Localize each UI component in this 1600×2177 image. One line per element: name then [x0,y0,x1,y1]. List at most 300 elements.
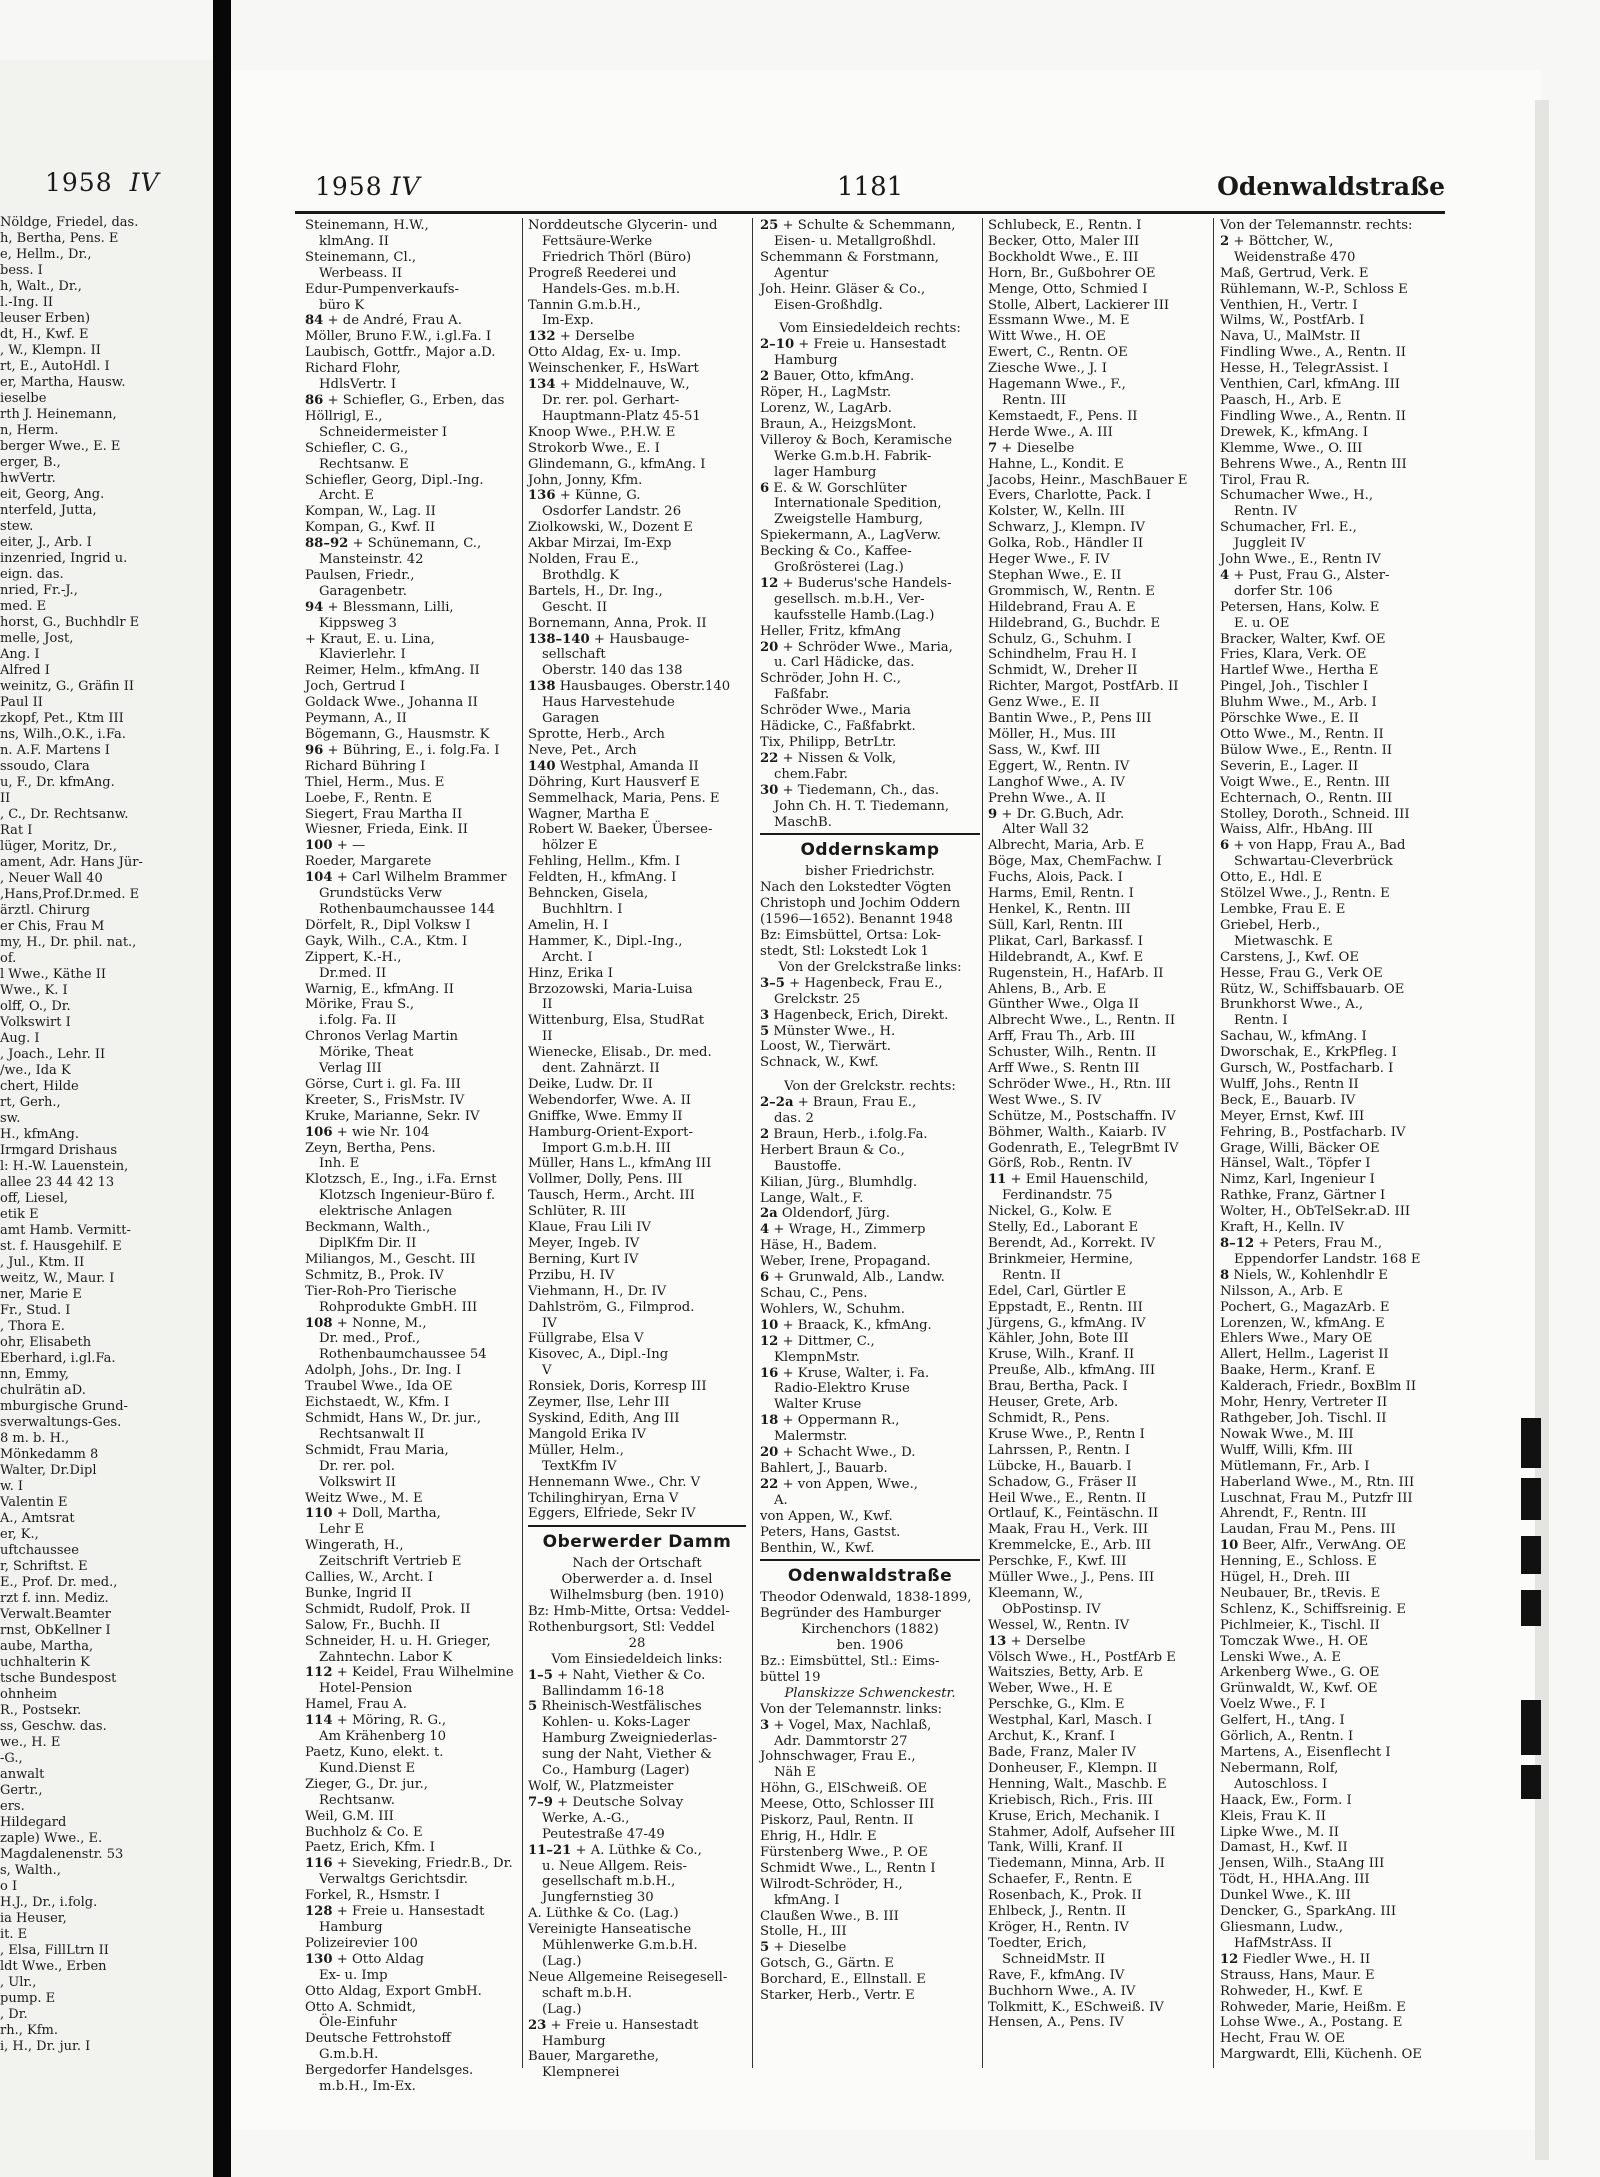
entry-text: Co., Hamburg (Lager) [542,1763,690,1779]
resident-entry [988,1586,1208,1602]
resident-entry [988,377,1208,393]
entry-text: Eppendorfer Landstr. 168 E [1234,1251,1421,1267]
resident-entry [528,870,746,886]
resident-entry [1220,616,1445,632]
resident-entry [305,441,520,457]
resident-entry [305,1729,520,1745]
resident-entry [305,218,520,234]
resident-entry [988,1411,1208,1427]
house-entry [528,632,746,648]
resident-entry [1220,1681,1445,1697]
resident-entry [1220,1172,1445,1188]
resident-entry [305,552,520,568]
entry-text: Otto A. Schmidt, [305,1999,417,2015]
entry-text: Schmidt, W., Dreher II [988,663,1138,679]
resident-entry [988,902,1208,918]
house-number: 2 [760,369,770,385]
resident-entry [305,504,520,520]
resident-entry [988,934,1208,950]
house-entry [528,377,746,393]
resident-entry [988,1236,1208,1252]
house-number: 25 [760,218,779,233]
entry-text: Perschke, F., Kwf. III [988,1554,1127,1570]
entry-text: + Oppermann R., [778,1413,900,1429]
resident-entry [760,298,980,314]
thumb-tab [1521,1536,1541,1574]
resident-entry [988,1888,1208,1904]
entry-text: Friedrich Thörl (Büro) [542,249,692,265]
entry-text: HafMstrAss. II [1234,1935,1332,1951]
resident-entry [988,1840,1208,1856]
resident-entry [988,1268,1208,1284]
entry-text: Kleemann, W., [988,1585,1084,1601]
resident-entry [988,1029,1208,1045]
entry-text: Albrecht, Maria, Arb. E [988,838,1145,854]
left-page-line: nn, Emmy, [0,1367,69,1382]
left-page-dept: IV [129,168,160,197]
left-page-line: erger, B., [0,455,61,470]
resident-entry [305,1077,520,1093]
entry-text: Hädicke, C., Faßfabrkt. [760,719,916,735]
house-number: 22 [760,1476,779,1492]
left-page-line: chert, Hilde [0,1079,79,1094]
left-page-line: l.-Ing. II [0,295,54,310]
entry-text: Rathke, Franz, Gärtner I [1220,1188,1386,1204]
resident-entry [988,822,1208,838]
entry-text: Schiefler, C. G., [305,440,409,456]
resident-entry [1220,663,1445,679]
entry-text: Kähler, John, Bote III [988,1331,1129,1347]
entry-text: Rheinisch-Westfälisches [537,1699,702,1715]
street-heading: Oberwerder Damm [528,1525,746,1553]
resident-entry [1220,1363,1445,1379]
entry-text: Nilsson, A., Arb. E [1220,1283,1343,1299]
entry-text: Mörike, Frau S., [305,997,415,1013]
entry-text: Loost, W., Tierwärt. [760,1039,891,1055]
resident-entry [305,2079,520,2095]
resident-entry [1220,1936,1445,1952]
left-page-line: med. E [0,599,47,614]
resident-entry [760,719,980,735]
house-number: 18 [760,1413,779,1429]
resident-entry [528,647,746,663]
resident-entry [305,1475,520,1491]
left-page-line: uftchaussee [0,1543,79,1558]
entry-text: Starker, Herb., Vertr. E [760,1988,915,2004]
entry-text: Deutsche Fettrohstoff [305,2031,451,2047]
entry-text: Strokorb Wwe., E. I [528,440,660,456]
resident-entry [988,329,1208,345]
house-number: 84 [305,313,324,329]
resident-entry [1220,1252,1445,1268]
house-entry [760,1413,980,1429]
entry-text: Tiedemann, Minna, Arb. II [988,1856,1165,1872]
resident-entry [760,880,980,896]
house-number: 104 [305,870,333,886]
resident-entry [305,934,520,950]
entry-text: Sprotte, Herb., Arch [528,727,665,742]
entry-text: Hammer, K., Dipl.-Ing., [528,933,683,949]
entry-text: Callies, W., Archt. I [305,1570,433,1586]
entry-text: Ehlers Wwe., Mary OE [1220,1331,1373,1347]
resident-entry [760,1429,980,1445]
entry-text: Peymann, A., II [305,711,407,727]
left-page-line: tsche Bundespost [0,1671,117,1686]
left-page-line: it. E [0,1927,28,1942]
entry-text: Peters, Hans, Gastst. [760,1524,901,1540]
left-page-line: nried, Fr.-J., [0,583,78,598]
resident-entry [305,1825,520,1841]
entry-text: Behrens Wwe., A., Rentn III [1220,456,1407,472]
resident-entry [305,854,520,870]
left-page-line: Walter, Dr.Dipl [0,1463,97,1478]
left-page-line: n. A.F. Martens I [0,743,110,758]
entry-text: Faßfabr. [774,687,830,703]
entry-text: Herde Wwe., A. III [988,424,1113,440]
entry-text: Kremmelcke, E., Arb. III [988,1538,1152,1554]
resident-entry [1220,1872,1445,1888]
resident-entry [305,1141,520,1157]
resident-entry [988,966,1208,982]
entry-text: Möller, Bruno F.W., i.gl.Fa. I [305,329,492,345]
resident-entry [528,552,746,568]
entry-text: Hecht, Frau W. OE [1220,2031,1345,2047]
entry-text: Hänsel, Walt., Töpfer I [1220,1156,1371,1172]
thumb-tab [1521,1418,1541,1468]
entry-text: Buchholz & Co. E [305,1824,423,1840]
entry-text: Schmidt, Hans W., Dr. jur., [305,1410,482,1426]
house-number: 4 [760,1222,770,1238]
entry-text: Kohlen- u. Koks-Lager [542,1715,690,1731]
resident-entry [528,1331,746,1347]
house-number: 2 [1220,233,1230,249]
resident-entry [528,616,746,632]
entry-text: Ziesche Wwe., J. I [988,361,1107,377]
entry-text: Buchhorn Wwe., A. IV [988,1983,1136,1999]
resident-entry [528,1684,746,1700]
resident-entry [305,1681,520,1697]
resident-entry [305,1602,520,1618]
entry-text: Donheuser, F., Klempn. II [988,1760,1158,1776]
left-page-line: er Chis, Frau M [0,919,105,934]
resident-entry [528,520,746,536]
entry-text: Chronos Verlag Martin [305,1029,459,1045]
house-entry [305,838,520,854]
entry-text: Brau, Bertha, Pack. I [988,1379,1128,1395]
left-page-line: dt, H., Kwf. E [0,327,89,342]
resident-entry [528,1491,746,1507]
entry-text: Am Krähenberg 10 [319,1729,446,1745]
entry-text: Stölzel Wwe., J., Rentn. E [1220,886,1390,902]
resident-entry [1220,1968,1445,1984]
house-number: 5 [760,1940,770,1956]
resident-entry [988,1252,1208,1268]
resident-entry [1220,1506,1445,1522]
resident-entry [1220,1347,1445,1363]
house-entry [1220,1268,1445,1284]
house-entry [305,1952,520,1968]
resident-entry [528,2002,746,2018]
resident-entry [760,1734,980,1750]
entry-text: lager Hamburg [774,464,877,480]
resident-entry [988,1347,1208,1363]
resident-entry [305,807,520,823]
entry-text: Juggleit IV [1234,536,1306,552]
resident-entry [528,1922,746,1938]
resident-entry [760,417,980,433]
entry-text: Mohr, Henry, Vertreter II [1220,1395,1388,1411]
entry-text: Rentn. I [1234,1013,1288,1029]
left-page-line: , Jul., Ktm. II [0,1255,85,1270]
entry-text: Schröder Wwe., Maria [760,703,911,719]
house-entry [760,1206,980,1222]
house-number: 134 [528,377,556,393]
entry-text: Schütze, M., Postschaffn. IV [988,1108,1176,1124]
entry-text: + Keidel, Frau Wilhelmine [332,1665,514,1681]
entry-text: dent. Zahnärzt. II [542,1061,660,1077]
resident-entry [1220,1825,1445,1841]
entry-text: Ahlens, B., Arb. E [988,981,1107,997]
house-entry [988,1172,1208,1188]
entry-text: Schwarz, J., Klempn. IV [988,520,1145,536]
house-number: 140 [528,758,556,774]
entry-text: + Carl Wilhelm Brammer [332,870,507,886]
resident-entry [760,912,980,928]
resident-entry [1220,441,1445,457]
left-page-line: zaple) Wwe., E. [0,1831,103,1846]
entry-text: Bahlert, J., Bauarb. [760,1460,888,1476]
entry-text: Haus Harvestehude [542,695,675,711]
left-page-line: s, Walth., [0,1863,61,1878]
entry-text: Bergedorfer Handelsges. [305,2063,474,2079]
entry-text: Pichlmeier, K., Tischl. II [1220,1617,1380,1633]
resident-entry [305,1984,520,2000]
entry-text: Bz: Hmb-Mitte, Ortsa: Veddel- [528,1604,730,1620]
resident-entry [988,1729,1208,1745]
resident-entry [528,950,746,966]
entry-text: Rave, F., kfmAng. IV [988,1967,1125,1983]
entry-text: Wiesner, Frieda, Eink. II [305,822,468,838]
entry-text: Garagenbetr. [319,583,407,599]
resident-entry [760,1590,980,1606]
entry-text: + — [332,838,366,854]
resident-entry [528,1620,746,1636]
resident-entry [528,1427,746,1443]
resident-entry [760,1909,980,1925]
entry-text: Import G.m.b.H. III [542,1140,671,1156]
resident-entry [1220,775,1445,791]
entry-text: + de André, Frau A. [323,313,462,329]
entry-text: Gliesmann, Ludw., [1220,1919,1344,1935]
house-number: 12 [1220,1951,1239,1967]
left-page-line: rnst, ObKellner I [0,1623,111,1638]
resident-entry [988,600,1208,616]
resident-entry [305,1920,520,1936]
entry-text: Kilian, Jürg., Blumhdlg. [760,1174,918,1190]
entry-text: Schlüter, R. III [528,1204,626,1220]
entry-text: Eisen-Großhdlg. [774,297,883,313]
resident-entry [1220,488,1445,504]
entry-text: Joh. Heinr. Gläser & Co., [760,281,926,297]
entry-text: Rohweder, Marie, Heißm. E [1220,1999,1406,2015]
left-page-line: II [0,791,11,806]
entry-text: Osdorfer Landstr. 26 [542,504,682,520]
resident-entry [305,647,520,663]
entry-text: Herbert Braun & Co., [760,1142,905,1158]
entry-text: Bunke, Ingrid II [305,1585,412,1601]
entry-text: E. u. OE [1234,615,1290,631]
resident-entry [528,568,746,584]
entry-text: Braun, Herb., i.folg.Fa. [769,1126,928,1142]
entry-text: + Schulte & Schemmann, [778,218,956,233]
entry-text: Tausch, Herm., Archt. III [528,1188,695,1204]
street-note: Vom Einsiedeldeich links: [551,1651,723,1667]
house-entry [305,1856,520,1872]
resident-entry [305,1156,520,1172]
left-page-line: er, K., [0,1527,39,1542]
resident-entry [988,1220,1208,1236]
resident-entry [988,1491,1208,1507]
entry-text: Döhring, Kurt Hausverf E [528,774,700,790]
entry-text: + Hausbauge- [589,631,690,647]
entry-text: büttel 19 [760,1669,821,1685]
entry-text: + wie Nr. 104 [332,1124,430,1140]
left-page-header [45,168,160,197]
entry-text: Hamel, Frau A. [305,1697,407,1713]
resident-entry [305,1220,520,1236]
entry-text: Heuser, Grete, Arb. [988,1395,1119,1411]
spacer [760,1071,980,1079]
entry-text: Möller, H., Mus. III [988,727,1116,742]
entry-text: Johnschwager, Frau E., [760,1749,916,1765]
resident-entry [988,1650,1208,1666]
entry-text: Schneidermeister I [319,424,448,440]
resident-entry [988,282,1208,298]
resident-entry [305,759,520,775]
resident-entry [1220,1093,1445,1109]
resident-entry [1220,361,1445,377]
entry-text: Höhn, G., ElSchweiß. OE [760,1781,928,1797]
entry-text: Großrösterei (Lag.) [774,560,904,576]
resident-entry [305,616,520,632]
resident-entry [305,1618,520,1634]
resident-entry [305,298,520,314]
house-entry [760,1940,980,1956]
entry-text: Görse, Curt i. gl. Fa. III [305,1076,461,1092]
entry-text: + Wrage, H., Zimmerp [769,1222,926,1238]
resident-entry [305,250,520,266]
left-page-line: -G., [0,1751,23,1766]
entry-text: Schneider, H. u. H. Grieger, [305,1633,491,1649]
left-page-line: rh., Kfm. [0,2023,58,2038]
house-number: 2a [760,1206,778,1222]
resident-entry [305,1697,520,1713]
street-note: Nach der Ortschaft [572,1556,702,1572]
resident-entry [528,441,746,457]
resident-entry [1220,854,1445,870]
resident-entry [1220,1220,1445,1236]
house-number: 8–12 [1220,1236,1255,1251]
resident-entry [1220,822,1445,838]
resident-entry [528,1300,746,1316]
left-page-line: ldt Wwe., Erben [0,1959,107,1974]
resident-entry [528,1172,746,1188]
resident-entry [528,791,746,807]
house-number: 138 [528,679,556,695]
entry-text: Kriebisch, Rich., Fris. III [988,1792,1153,1808]
entry-text: Adr. Dammtorstr 27 [774,1733,908,1749]
entry-text: Böhmer, Walth., Kaiarb. IV [988,1124,1167,1140]
entry-text: Schmidt, Rudolf, Prok. II [305,1601,471,1617]
resident-entry [760,1238,980,1254]
resident-entry [305,282,520,298]
entry-text: Theodor Odenwald, 1838-1899, [760,1590,972,1606]
entry-text: Pingel, Joh., Tischler I [1220,679,1369,695]
entry-text: Godenrath, E., TelegrBmt IV [988,1140,1179,1156]
resident-entry [528,218,746,234]
street-note: bisher Friedrichstr. [805,864,935,880]
resident-entry [988,218,1208,234]
resident-entry [988,1331,1208,1347]
resident-entry [528,982,746,998]
entry-text: Rentn. III [1002,392,1067,408]
entry-text: Kruse, Erich, Mechanik. I [988,1808,1160,1824]
entry-text: Amelin, H. I [528,917,609,933]
spacer [760,313,980,321]
entry-text: Robert W. Baeker, Übersee- [528,822,713,838]
entry-text: Schindhelm, Frau H. I [988,647,1137,663]
header-rule [295,211,1445,214]
entry-text: Hesse, H., TelegrAssist. I [1220,361,1389,377]
resident-entry [305,679,520,695]
entry-text: Brothdlg. K [542,567,620,583]
street-note: Kirchenchors (1882) [801,1622,939,1638]
resident-entry [528,2034,746,2050]
left-page-line: off, Liesel, [0,1191,69,1206]
resident-entry [760,1654,980,1670]
resident-entry [528,1938,746,1954]
entry-text: Echternach, O., Rentn. III [1220,790,1393,806]
entry-text: Paetz, Kuno, elekt. t. [305,1745,444,1760]
directory-column-1 [305,218,520,2095]
entry-text: Margwardt, Elli, Küchenh. OE [1220,2047,1422,2063]
resident-entry [528,966,746,982]
entry-text: Salow, Fr., Buchh. II [305,1617,441,1633]
left-page-line: horst, G., Buchhdlr E [0,615,140,630]
resident-entry [760,1988,980,2004]
resident-entry [528,1506,746,1522]
resident-entry [1220,807,1445,823]
left-page-line: Verwalt.Beamter [0,1607,111,1622]
left-page-line: Hildegard [0,1815,67,1830]
resident-entry [1220,902,1445,918]
entry-text: Dahlström, G., Filmprod. [528,1299,695,1315]
resident-entry [988,1681,1208,1697]
entry-text: Müller, Hans L., kfmAng III [528,1156,712,1172]
entry-text: Hildebrand, Frau A. E [988,599,1136,615]
resident-entry [1220,457,1445,473]
resident-entry [528,711,746,727]
resident-entry [305,457,520,473]
entry-text: büro K [319,297,365,313]
resident-entry [988,1077,1208,1093]
house-number: 114 [305,1713,333,1729]
left-page-line: Rat I [0,823,33,838]
entry-text: + Dr. G.Buch, Adr. [997,806,1125,822]
entry-text: G.m.b.H. [319,2047,379,2063]
column-divider [752,218,753,2068]
resident-entry [305,520,520,536]
